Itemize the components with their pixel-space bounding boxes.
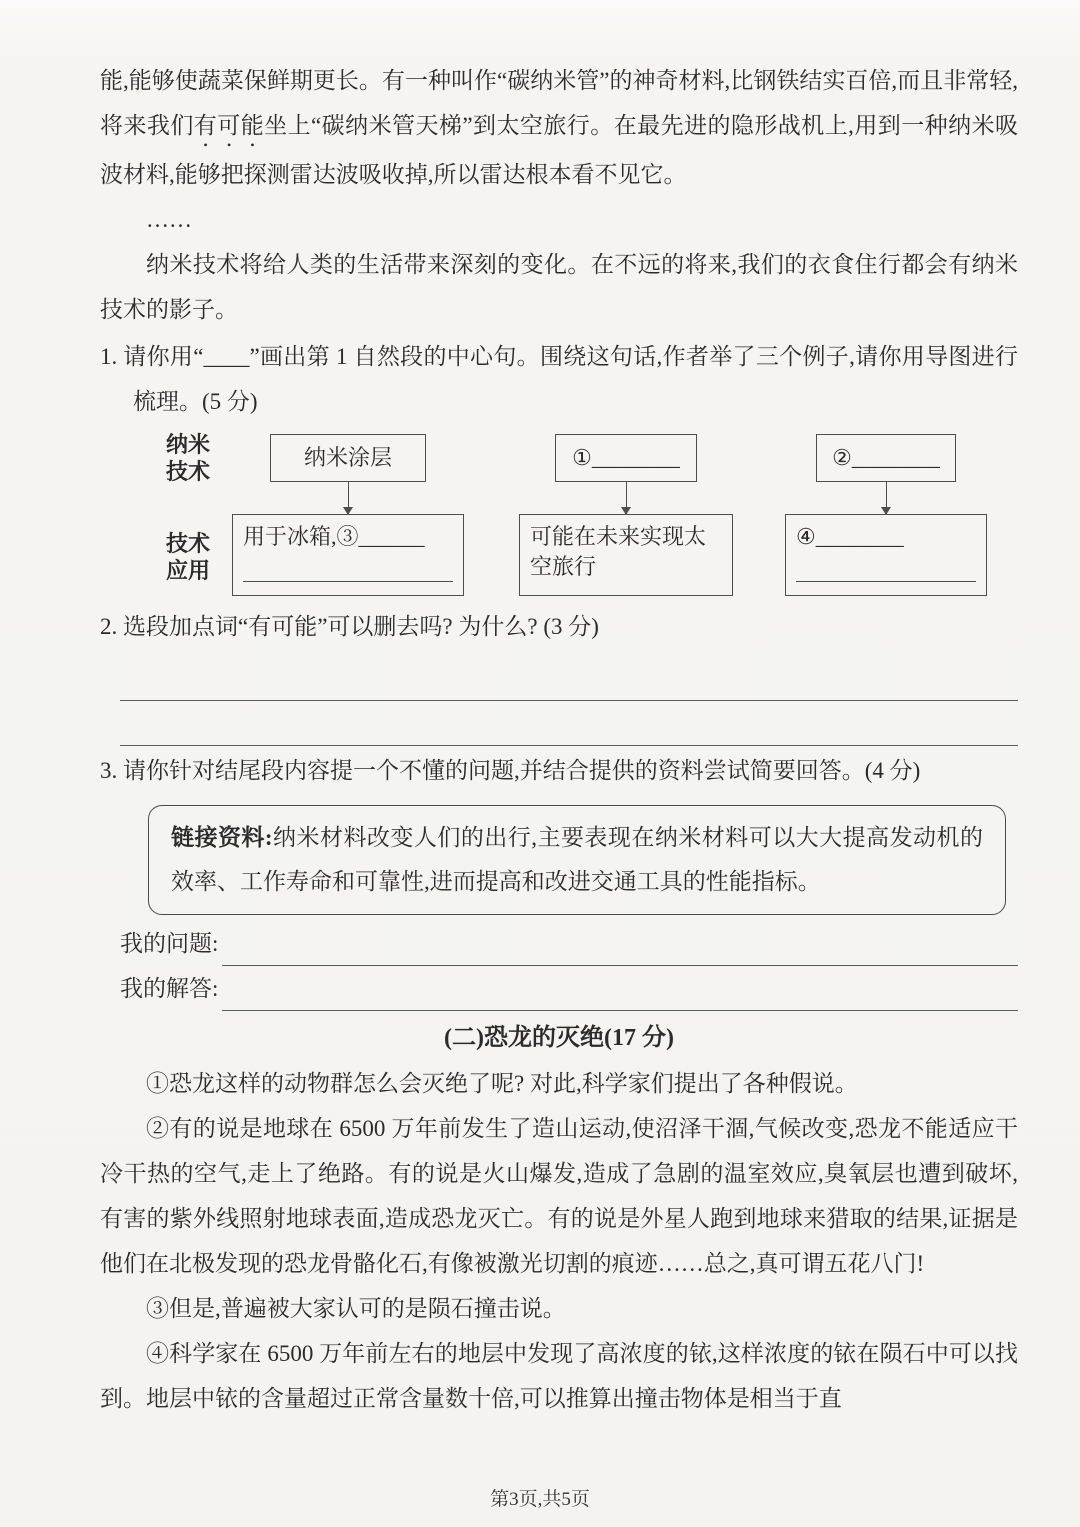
flow-box-bottom-1-text: 用于冰箱,③______: [243, 524, 425, 549]
flow-box-bottom-3: [785, 514, 987, 596]
passage-text-post: 坐上“碳纳米管天梯”到太空旅行。在最先进的隐形战机上,用到一种纳米吸波材料,能够把探测雷达波吸收掉,所以雷达根本看不见它。: [100, 113, 1019, 187]
my-answer-row: [120, 966, 1018, 1011]
flow-box-bottom-3-text: ④________: [796, 524, 904, 549]
down-arrow-icon: [348, 482, 349, 514]
passage-paragraph-2: 纳米技术将给人类的生活带来深刻的变化。在不远的将来,我们的衣食住行都会有纳米技术的影子。: [100, 252, 1018, 322]
answer-blank-in-box: [243, 552, 453, 582]
answer-blank: [222, 921, 1018, 966]
flow-box-top-3: ②________: [816, 434, 956, 482]
emphasized-word: 有可能: [193, 113, 265, 138]
flow-box-top-1: 纳米涂层: [270, 434, 426, 482]
my-question-label: 我的问题:: [120, 931, 219, 956]
diagram-column-2: [519, 434, 733, 598]
section-2-paragraph-4: ④科学家在 6500 万年前左右的地层中发现了高浓度的铱,这样浓度的铱在陨石中可以找到。地层中铱的含量超过正常含量数十倍,可以推算出撞击物体是相当于直: [100, 1341, 1018, 1411]
ellipsis-line: ……: [146, 207, 192, 232]
diagram-column-3: [785, 434, 987, 598]
answer-blank-in-box: [796, 552, 976, 582]
answer-blank: [222, 966, 1018, 1011]
section-2-paragraph-1: ①恐龙这样的动物群怎么会灭绝了呢? 对此,科学家们提出了各种假说。: [146, 1071, 858, 1096]
diagram-label-application: 技术应用: [166, 531, 211, 583]
question-2: 2. 选段加点词“有可能”可以删去吗? 为什么? (3 分): [100, 614, 599, 639]
answer-line: [120, 701, 1018, 746]
down-arrow-icon: [626, 482, 627, 514]
passage-text-pre: 能,能够使蔬菜保鲜期更长。有一种叫作“碳纳米管”的神奇材料,比钢铁结实百倍,而且非常轻,将来我们: [100, 68, 1018, 138]
question-3: 3. 请你针对结尾段内容提一个不懂的问题,并结合提供的资料尝试简要回答。(4 分): [100, 758, 921, 783]
page-footer: 第3页,共5页: [490, 1489, 590, 1510]
linked-material-box: [148, 805, 1006, 915]
link-material-text: 纳米材料改变人们的出行,主要表现在纳米材料可以大大提高发动机的效率、工作寿命和可靠性,进而提高和改进交通工具的性能指标。: [171, 825, 983, 894]
my-question-row: [120, 921, 1018, 966]
link-material-label: 链接资料:: [171, 825, 273, 850]
section-2-paragraph-3: ③但是,普遍被大家认可的是陨石撞击说。: [146, 1296, 566, 1321]
section-2-title: (二)恐龙的灭绝(17 分): [444, 1025, 674, 1051]
q1-diagram: [166, 434, 1018, 598]
flow-box-bottom-1: [232, 514, 464, 596]
my-answer-label: 我的解答:: [120, 976, 219, 1001]
diagram-label-technology: 纳米技术: [166, 432, 211, 484]
section-2-paragraph-2: ②有的说是地球在 6500 万年前发生了造山运动,使沼泽干涸,气候改变,恐龙不能适应干冷干热的空气,走上了绝路。有的说是火山爆发,造成了急剧的温室效应,臭氧层也遭到破坏,有害的紫外线照射地球表面,造成恐龙灭亡。有的说是外星人跑到地球来猎取的结果,证据是他们在北极发现的恐龙骨骼化石,有像被激光切割的痕迹……总之,真可谓五花八门!: [100, 1116, 1018, 1276]
answer-line: [120, 661, 1018, 701]
question-1: 1. 请你用“____”画出第 1 自然段的中心句。围绕这句话,作者举了三个例子,请你用导图进行梳理。(5 分): [100, 344, 1018, 414]
passage-paragraph-1: [100, 58, 1018, 197]
diagram-column-1: [232, 434, 464, 598]
flow-box-bottom-2-text: 可能在未来实现太空旅行: [530, 524, 707, 579]
flow-box-bottom-2: [519, 514, 733, 596]
diagram-row-labels: [166, 434, 222, 598]
flow-box-top-2: ①________: [555, 434, 697, 482]
down-arrow-icon: [886, 482, 887, 514]
